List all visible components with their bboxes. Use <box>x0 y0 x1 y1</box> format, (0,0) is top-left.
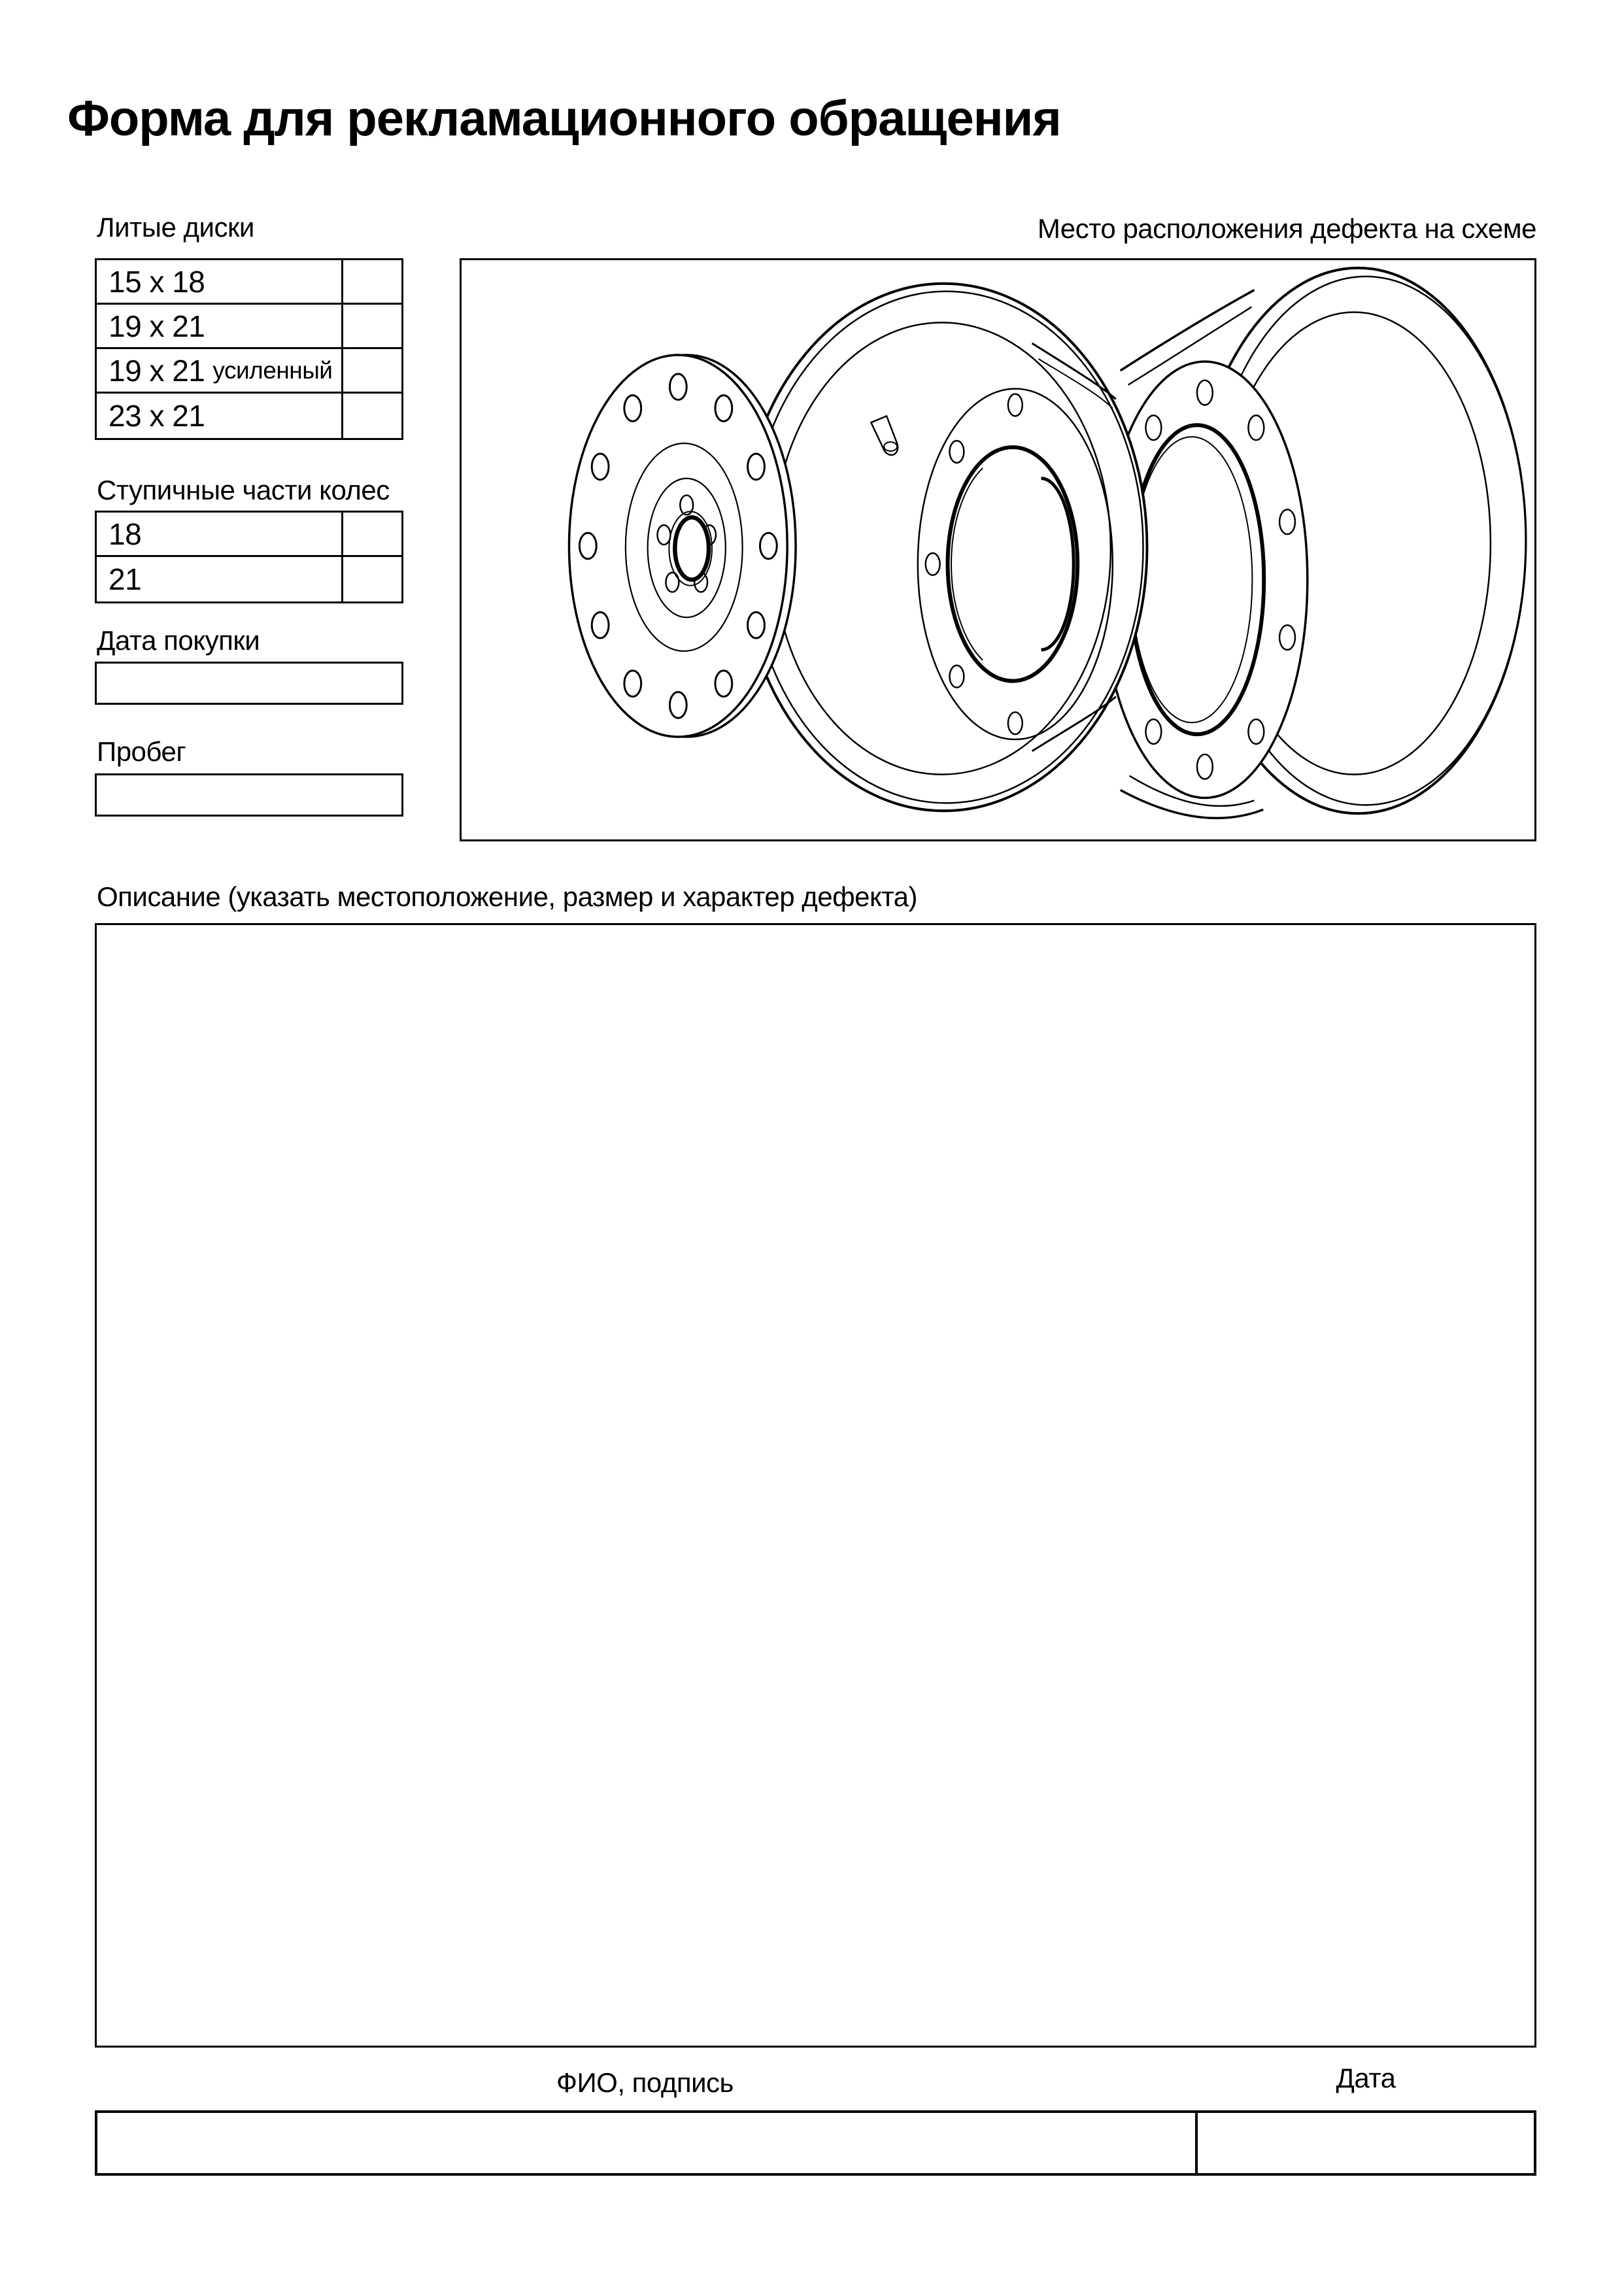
table-row <box>97 260 401 305</box>
table-row <box>97 513 401 557</box>
mileage-label: Пробег <box>97 736 186 767</box>
signature-name-label: ФИО, подпись <box>556 2067 734 2098</box>
cast-wheels-checkbox-2[interactable] <box>341 349 401 392</box>
page-title: Форма для рекламационного обращения <box>67 91 1061 146</box>
cast-wheels-table <box>95 258 403 440</box>
cast-wheels-checkbox-0[interactable] <box>341 260 401 303</box>
option-label: 19 x 21 <box>109 309 205 343</box>
cast-wheels-label: Литые диски <box>97 212 254 243</box>
signature-date-cell[interactable] <box>1198 2113 1534 2173</box>
cast-wheels-checkbox-1[interactable] <box>341 305 401 347</box>
defect-diagram-box <box>460 258 1536 841</box>
option-label: 21 <box>109 562 142 596</box>
table-row <box>97 557 401 601</box>
description-label: Описание (указать местоположение, размер и характер дефекта) <box>97 881 917 912</box>
option-label: 15 x 18 <box>109 264 205 299</box>
purchase-date-input[interactable] <box>95 662 403 705</box>
hub-parts-checkbox-0[interactable] <box>341 513 401 555</box>
cast-wheels-checkbox-3[interactable] <box>341 394 401 438</box>
hub-parts-table <box>95 511 403 603</box>
table-row <box>97 394 401 438</box>
hub-parts-checkbox-1[interactable] <box>341 557 401 601</box>
option-label: 23 x 21 <box>109 399 205 433</box>
wheel-diagram <box>462 260 1534 839</box>
option-label: 18 <box>109 516 142 551</box>
hub-parts-label: Ступичные части колес <box>97 475 390 505</box>
signature-date-label: Дата <box>1336 2063 1396 2093</box>
signature-name-cell[interactable] <box>97 2113 1198 2173</box>
description-box[interactable] <box>95 923 1536 2048</box>
defect-diagram-label: Место расположения дефекта на схеме <box>1037 213 1536 244</box>
signature-table <box>95 2110 1536 2176</box>
option-label: 19 x 21 усиленный <box>109 353 333 388</box>
purchase-date-label: Дата покупки <box>97 625 260 656</box>
mileage-input[interactable] <box>95 773 403 817</box>
table-row <box>97 305 401 349</box>
table-row <box>97 349 401 394</box>
